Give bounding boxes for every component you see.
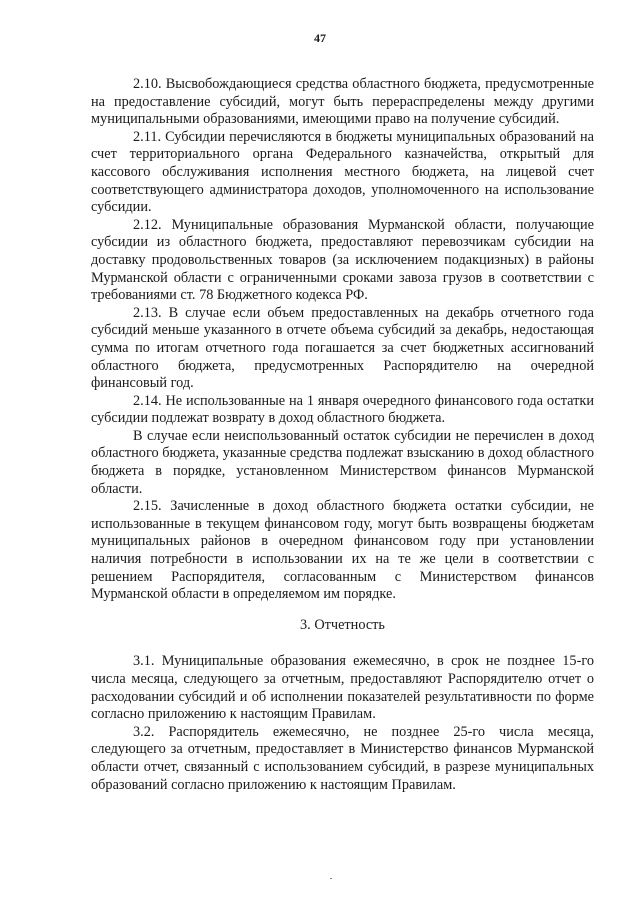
paragraph-2-14: 2.14. Не использованные на 1 января очередного финансового года остатки субсидии подлежат возврату в доход областного бюджета. bbox=[91, 392, 594, 427]
page-number: 47 bbox=[314, 31, 326, 45]
section-heading: 3. Отчетность bbox=[300, 616, 385, 633]
document-body bbox=[91, 76, 594, 794]
paragraph-2-11: 2.11. Субсидии перечисляются в бюджеты муниципальных образований на счет территориального органа Федерального казначейства, открытый для кассового обслуживания исполнения местного бюджета, на лицевой счет соответствующего администратора доходов, уполномоченного на использование субсидии. bbox=[91, 128, 594, 216]
paragraph-2-10: 2.10. Высвобождающиеся средства областного бюджета, предусмотренные на предоставление субсидий, могут быть перераспределены между другими муниципальными образованиями, имеющими право на получение субсидий. bbox=[91, 76, 594, 128]
paragraph-3-2: 3.2. Распорядитель ежемесячно, не позднее 25-го числа месяца, следующего за отчетным, предоставляет в Министерство финансов Мурманской области отчет, связанный с использованием субсидий, в разрезе муниципальных образований согласно приложению к настоящим Правилам. bbox=[91, 723, 594, 793]
scan-speck bbox=[330, 878, 332, 879]
paragraph-2-15: 2.15. Зачисленные в доход областного бюджета остатки субсидии, не использованные в текущем финансовом году, могут быть возвращены бюджетам муниципальных районов в очередном финансовом году при установлении наличия потребности в использовании их на те же цели в соответствии с решением Распорядителя, согласованным с Министерством финансов Мурманской области в определяемом им порядке. bbox=[91, 498, 594, 603]
paragraph-2-13: 2.13. В случае если объем предоставленных на декабрь отчетного года субсидий меньше указанного в отчете объема субсидий за декабрь, недостающая сумма по итогам отчетного года погашается за счет бюджетных ассигнований областного бюджета, предусмотренных Распорядителю на очередной финансовый год. bbox=[91, 304, 594, 392]
paragraph-2-12: 2.12. Муниципальные образования Мурманской области, получающие субсидии из областного бюджета, предоставляют перевозчикам субсидии на доставку продовольственных товаров (за исключением подакцизных) в районы Мурманской области с ограниченными сроками завоза грузов в соответствии с требованиями ст. 78 Бюджетного кодекса РФ. bbox=[91, 216, 594, 304]
paragraph-2-14-continued: В случае если неиспользованный остаток субсидии не перечислен в доход областного бюджета, указанные средства подлежат взысканию в доход областного бюджета в порядке, установленном Министерством финансов Мурманской области. bbox=[91, 427, 594, 497]
paragraph-3-1: 3.1. Муниципальные образования ежемесячно, в срок не позднее 15-го числа месяца, следующего за отчетным, предоставляют Распорядителю отчет о расходовании субсидий и об исполнении показателей результативности по форме согласно приложению к настоящим Правилам. bbox=[91, 653, 594, 723]
